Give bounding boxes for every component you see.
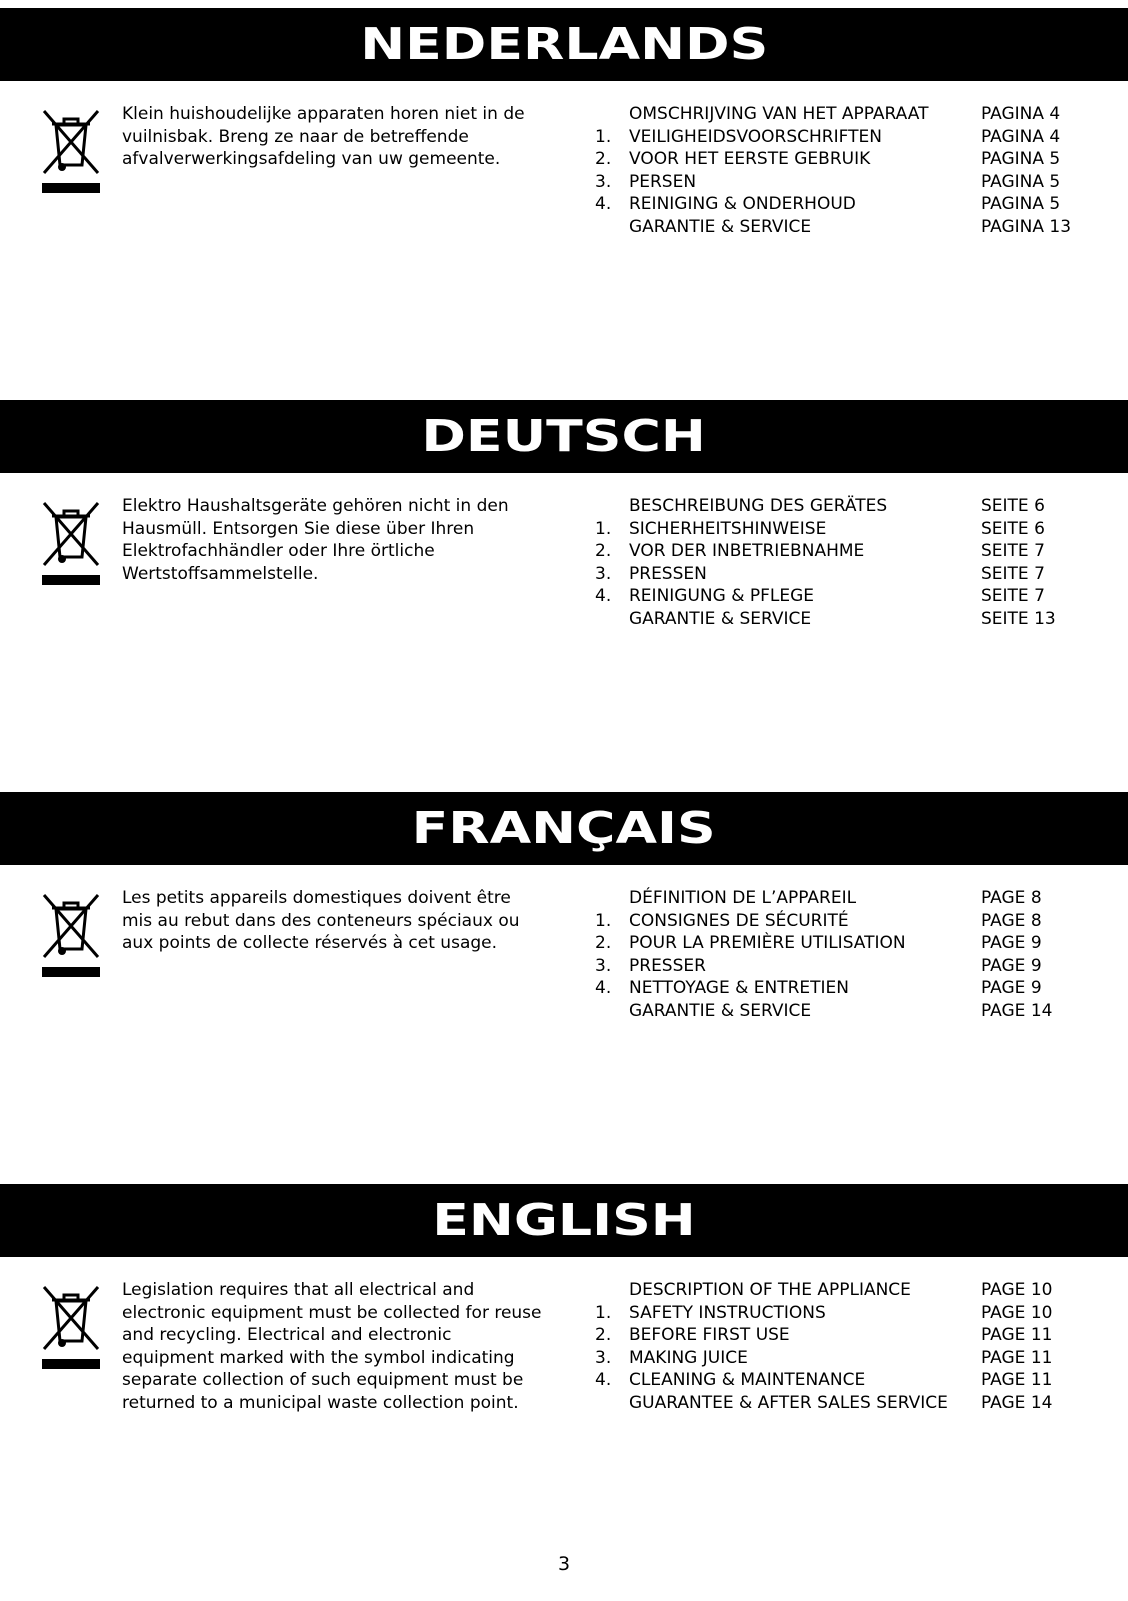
toc-number: 1. xyxy=(595,518,612,539)
section-title: ENGLISH xyxy=(432,1194,696,1246)
toc-label: SICHERHEITSHINWEISE xyxy=(629,518,827,539)
toc-page: SEITE 7 xyxy=(981,563,1045,584)
toc-number: 2. xyxy=(595,541,612,561)
toc-page: SEITE 7 xyxy=(981,541,1045,561)
toc-entry xyxy=(580,932,1100,955)
table-of-contents xyxy=(580,495,1100,630)
toc-label: POUR LA PREMIÈRE UTILISATION xyxy=(629,933,906,953)
toc-number: 4. xyxy=(595,1370,612,1390)
section-title: NEDERLANDS xyxy=(359,18,769,70)
toc-label: VOOR HET EERSTE GEBRUIK xyxy=(629,149,871,169)
toc-page: PAGINA 13 xyxy=(981,216,1072,237)
toc-number: 3. xyxy=(595,171,612,192)
table-of-contents xyxy=(580,887,1100,1022)
section-title: DEUTSCH xyxy=(421,410,707,462)
toc-entry xyxy=(580,1279,1100,1302)
toc-entry xyxy=(580,1392,1100,1415)
toc-page: PAGINA 4 xyxy=(981,104,1061,124)
toc-number: 2. xyxy=(595,933,612,953)
toc-label: GUARANTEE & AFTER SALES SERVICE xyxy=(629,1392,948,1413)
toc-page: PAGINA 5 xyxy=(981,149,1061,169)
toc-number: 4. xyxy=(595,194,612,214)
toc-page: PAGE 10 xyxy=(981,1302,1053,1323)
toc-entry xyxy=(580,495,1100,518)
toc-label: GARANTIE & SERVICE xyxy=(629,216,812,237)
toc-page: SEITE 7 xyxy=(981,586,1045,606)
toc-entry xyxy=(580,216,1100,239)
toc-entry xyxy=(580,887,1100,910)
toc-number: 1. xyxy=(595,910,612,931)
toc-page: PAGINA 4 xyxy=(981,126,1061,147)
crossed-out-wheelie-bin-icon xyxy=(40,891,102,979)
section-banner xyxy=(0,792,1128,865)
toc-entry xyxy=(580,1347,1100,1370)
toc-label: NETTOYAGE & ENTRETIEN xyxy=(629,978,850,998)
table-of-contents xyxy=(580,103,1100,238)
toc-number: 2. xyxy=(595,1325,612,1345)
toc-page: PAGE 9 xyxy=(981,955,1042,976)
section-banner xyxy=(0,1184,1128,1257)
toc-label: OMSCHRIJVING VAN HET APPARAAT xyxy=(629,104,929,124)
toc-page: SEITE 6 xyxy=(981,518,1045,539)
toc-page: SEITE 13 xyxy=(981,608,1056,629)
toc-page: PAGE 8 xyxy=(981,888,1042,908)
section-banner xyxy=(0,8,1128,81)
toc-label: PRESSER xyxy=(629,955,706,976)
toc-number: 1. xyxy=(595,126,612,147)
toc-page: PAGINA 5 xyxy=(981,171,1061,192)
toc-entry xyxy=(580,148,1100,171)
toc-number: 4. xyxy=(595,586,612,606)
disposal-notice: Klein huishoudelijke apparaten horen niet in de vuilnisbak. Breng ze naar de betreffende afvalverwerkingsafdeling van uw gemeente. xyxy=(122,104,525,169)
toc-label: CLEANING & MAINTENANCE xyxy=(629,1370,866,1390)
disposal-notice: Les petits appareils domestiques doivent être mis au rebut dans des conteneurs spéciaux ou aux points de collecte réservés à cet usage. xyxy=(122,888,520,953)
toc-entry xyxy=(580,1369,1100,1392)
crossed-out-wheelie-bin-icon xyxy=(40,1283,102,1371)
section-banner xyxy=(0,400,1128,473)
disposal-notice: Elektro Haushaltsgeräte gehören nicht in den Hausmüll. Entsorgen Sie diese über Ihren Elektrofachhändler oder Ihre örtliche Wertstoffsammelstelle. xyxy=(122,496,509,584)
toc-label: GARANTIE & SERVICE xyxy=(629,1000,812,1021)
toc-label: PERSEN xyxy=(629,171,697,192)
toc-label: DÉFINITION DE L’APPAREIL xyxy=(629,888,857,908)
toc-page: PAGE 11 xyxy=(981,1370,1053,1390)
toc-label: CONSIGNES DE SÉCURITÉ xyxy=(629,910,849,931)
toc-label: VEILIGHEIDSVOORSCHRIFTEN xyxy=(629,126,882,147)
page-number: 3 xyxy=(557,1553,571,1575)
toc-entry xyxy=(580,1000,1100,1023)
toc-page: PAGINA 5 xyxy=(981,194,1061,214)
toc-label: BESCHREIBUNG DES GERÄTES xyxy=(629,496,888,516)
toc-entry xyxy=(580,103,1100,126)
toc-label: SAFETY INSTRUCTIONS xyxy=(629,1302,826,1323)
toc-entry xyxy=(580,910,1100,933)
toc-entry xyxy=(580,608,1100,631)
toc-label: BEFORE FIRST USE xyxy=(629,1325,790,1345)
toc-page: SEITE 6 xyxy=(981,496,1045,516)
toc-page: PAGE 9 xyxy=(981,978,1042,998)
toc-page: PAGE 11 xyxy=(981,1347,1053,1368)
toc-page: PAGE 14 xyxy=(981,1392,1053,1413)
toc-number: 4. xyxy=(595,978,612,998)
toc-entry xyxy=(580,193,1100,216)
toc-number: 2. xyxy=(595,149,612,169)
toc-entry xyxy=(580,540,1100,563)
toc-label: REINIGING & ONDERHOUD xyxy=(629,194,856,214)
toc-label: REINIGUNG & PFLEGE xyxy=(629,586,815,606)
toc-label: GARANTIE & SERVICE xyxy=(629,608,812,629)
toc-page: PAGE 8 xyxy=(981,910,1042,931)
crossed-out-wheelie-bin-icon xyxy=(40,107,102,195)
section-title: FRANÇAIS xyxy=(411,802,717,854)
toc-page: PAGE 11 xyxy=(981,1325,1053,1345)
toc-page: PAGE 9 xyxy=(981,933,1042,953)
toc-label: MAKING JUICE xyxy=(629,1347,748,1368)
toc-entry xyxy=(580,585,1100,608)
toc-label: VOR DER INBETRIEBNAHME xyxy=(629,541,865,561)
toc-label: DESCRIPTION OF THE APPLIANCE xyxy=(629,1280,911,1300)
crossed-out-wheelie-bin-icon xyxy=(40,499,102,587)
toc-entry xyxy=(580,563,1100,586)
toc-number: 1. xyxy=(595,1302,612,1323)
toc-entry xyxy=(580,955,1100,978)
toc-number: 3. xyxy=(595,1347,612,1368)
toc-entry xyxy=(580,977,1100,1000)
toc-entry xyxy=(580,171,1100,194)
toc-entry xyxy=(580,126,1100,149)
toc-number: 3. xyxy=(595,563,612,584)
toc-entry xyxy=(580,1302,1100,1325)
toc-label: PRESSEN xyxy=(629,563,707,584)
toc-page: PAGE 14 xyxy=(981,1000,1053,1021)
toc-page: PAGE 10 xyxy=(981,1280,1053,1300)
toc-entry xyxy=(580,1324,1100,1347)
disposal-notice: Legislation requires that all electrical and electronic equipment must be collected for reuse and recycling. Electrical and electronic equipment marked with the symbol indicating separate collection of such equipment must be returned to a municipal waste collection point. xyxy=(122,1280,542,1413)
toc-entry xyxy=(580,518,1100,541)
toc-number: 3. xyxy=(595,955,612,976)
table-of-contents xyxy=(580,1279,1100,1414)
